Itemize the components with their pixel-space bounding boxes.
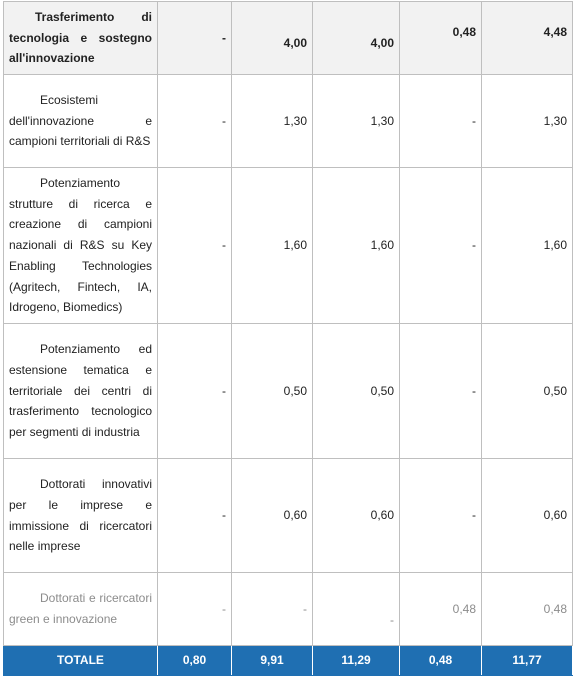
total-value: 11,29 — [313, 646, 400, 676]
cell-value: 4,00 — [313, 2, 400, 75]
table-row — [4, 573, 573, 646]
table-row — [4, 459, 573, 573]
row-label: Potenziamento strutture di ricerca e creazione di campioni nazionali di R&S su Key Enabling Technologies (Agritech, Fintech, IA, Idrogeno, Biomedics) — [4, 168, 158, 324]
cell-value: 4,00 — [232, 2, 313, 75]
cell-value: - — [232, 573, 313, 646]
cell-value: - — [158, 75, 232, 168]
cell-value: 0,50 — [313, 324, 400, 459]
cell-value: - — [400, 168, 482, 324]
cell-value: 0,48 — [400, 2, 482, 75]
cell-value: 0,50 — [482, 324, 573, 459]
cell-value: 1,60 — [482, 168, 573, 324]
cell-value: 0,60 — [313, 459, 400, 573]
funding-table — [3, 1, 573, 676]
cell-value: - — [158, 324, 232, 459]
total-value: 0,48 — [400, 646, 482, 676]
cell-value: - — [400, 459, 482, 573]
cell-value: - — [158, 573, 232, 646]
cell-value: 0,60 — [232, 459, 313, 573]
cell-value: - — [313, 573, 400, 646]
row-label: Ecosistemi dell'innovazione e campioni territoriali di R&S — [4, 75, 158, 168]
row-label: Trasferimento di tecnologia e sostegno all'innovazione — [4, 2, 158, 75]
cell-value: 1,30 — [313, 75, 400, 168]
table-row — [4, 324, 573, 459]
cell-value: 1,60 — [232, 168, 313, 324]
cell-value: - — [400, 324, 482, 459]
cell-value: 0,50 — [232, 324, 313, 459]
cell-value: 1,60 — [313, 168, 400, 324]
total-value: 0,80 — [158, 646, 232, 676]
cell-value: 0,48 — [400, 573, 482, 646]
total-row — [4, 646, 573, 676]
table-row — [4, 2, 573, 75]
row-label: Dottorati innovativi per le imprese e immissione di ricercatori nelle imprese — [4, 459, 158, 573]
table-row — [4, 168, 573, 324]
cell-value: - — [158, 2, 232, 75]
cell-value: 4,48 — [482, 2, 573, 75]
cell-value: 1,30 — [232, 75, 313, 168]
cell-value: 0,60 — [482, 459, 573, 573]
cell-value: - — [158, 459, 232, 573]
cell-value: 1,30 — [482, 75, 573, 168]
total-value: 9,91 — [232, 646, 313, 676]
total-value: 11,77 — [482, 646, 573, 676]
row-label: Dottorati e ricercatori green e innovazione — [4, 573, 158, 646]
cell-value: 0,48 — [482, 573, 573, 646]
table-row — [4, 75, 573, 168]
cell-value: - — [400, 75, 482, 168]
cell-value: - — [158, 168, 232, 324]
total-label: TOTALE — [4, 646, 158, 676]
row-label: Potenziamento ed estensione tematica e territoriale dei centri di trasferimento tecnologico per segmenti di industria — [4, 324, 158, 459]
